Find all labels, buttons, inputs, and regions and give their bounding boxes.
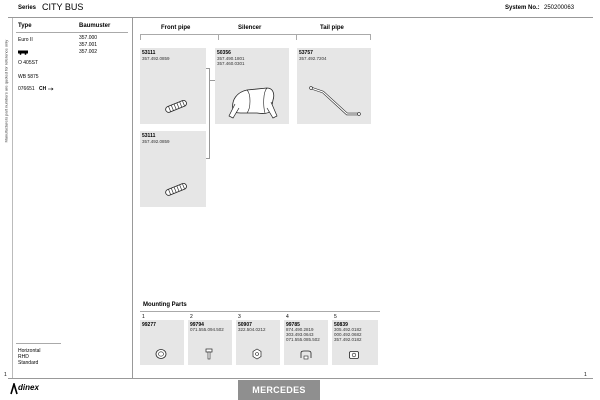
baumuster-3: 357.002: [79, 49, 98, 55]
type-header: Type: [18, 23, 32, 29]
connector-line: [209, 68, 210, 158]
bolt-icon: [204, 348, 214, 360]
code-suffix: CH: [39, 86, 47, 92]
disclaimer-text: Manufacturers part numbers are quoted for reference only: [3, 39, 9, 143]
front-pipe-icon: [162, 96, 192, 116]
system-label: System No.:: [505, 5, 540, 11]
part-card-tail-pipe[interactable]: [297, 48, 371, 124]
panel-divider: [132, 18, 133, 378]
series-label: Series: [18, 5, 37, 11]
part-ref: 303.493.0643: [286, 332, 314, 337]
footer-divider: [8, 378, 593, 379]
wheelbase: WB 5875: [18, 74, 39, 80]
part-number: 50356: [217, 50, 231, 56]
part-number: 50907: [238, 322, 252, 328]
silencer-header: Silencer: [238, 25, 262, 31]
model-name: O 405ST: [18, 60, 39, 66]
part-ref: 357.492.0182: [334, 337, 362, 342]
tail-pipe-icon: [307, 78, 363, 120]
baumuster-2: 357.001: [79, 42, 98, 48]
part-ref: 357.492.7204: [299, 56, 327, 61]
clamp-icon: [154, 348, 168, 360]
part-ref: 357.492.0859: [142, 56, 170, 61]
header: [0, 0, 600, 16]
code-number: 076651: [18, 86, 35, 92]
manufacturer-banner: MERCEDES: [238, 380, 320, 400]
mount-index: 3: [238, 314, 241, 320]
part-ref: 071.555.085.502: [286, 337, 320, 342]
part-ref: 305.492.0182: [334, 327, 362, 332]
part-number: 53111: [142, 133, 156, 139]
part-ref: 357.492.0859: [142, 139, 170, 144]
standard-note: Standard: [18, 360, 39, 366]
arrow-icon: [48, 87, 54, 91]
mounting-part-2[interactable]: [188, 320, 232, 365]
part-ref: 874.490.2819: [286, 327, 314, 332]
system-value: 250200063: [544, 5, 575, 11]
left-panel: [14, 18, 132, 378]
dinex-logo-mark: [10, 383, 18, 395]
page-number-right: 1: [584, 372, 587, 378]
page-number-left: 1: [4, 372, 7, 378]
part-number: 99277: [142, 322, 156, 328]
part-ref: 071.555.094.502: [190, 327, 224, 332]
drive-note: RHD: [18, 354, 29, 360]
mount-index: 4: [286, 314, 289, 320]
silencer-icon: [227, 80, 279, 122]
baumuster-header: Baumuster: [79, 23, 111, 29]
part-ref-2: 357.460.0301: [217, 61, 245, 66]
part-number: 99794: [190, 322, 204, 328]
part-number: 99785: [286, 322, 300, 328]
orientation-note: Horizontal: [18, 348, 41, 354]
nut-icon: [252, 348, 262, 360]
part-ref: 357.490.1801: [217, 56, 245, 61]
mounting-part-5[interactable]: [332, 320, 378, 365]
front-pipe-header: Front pipe: [161, 25, 191, 31]
part-card-front-pipe-2[interactable]: [140, 131, 206, 207]
mounting-part-3[interactable]: [236, 320, 280, 365]
part-ref: 000.492.0682: [334, 332, 362, 337]
mounting-part-4[interactable]: [284, 320, 328, 365]
left-margin-line: [12, 18, 13, 378]
series-value: CITY BUS: [42, 2, 84, 12]
mounting-parts-title: Mounting Parts: [143, 302, 187, 308]
mounting-part-1[interactable]: [140, 320, 184, 365]
part-number: 50839: [334, 322, 348, 328]
front-pipe-icon: [162, 179, 192, 199]
part-number: 53111: [142, 50, 156, 56]
baumuster-1: 357.000: [79, 35, 98, 41]
mount-index: 2: [190, 314, 193, 320]
columns-underline: [140, 34, 370, 35]
mount-index: 1: [142, 314, 145, 320]
part-card-front-pipe-1[interactable]: [140, 48, 206, 124]
part-ref: 322.504.0212: [238, 327, 266, 332]
bus-icon: [18, 50, 28, 55]
part-card-silencer[interactable]: [215, 48, 289, 124]
tail-pipe-header: Tail pipe: [320, 25, 344, 31]
dinex-logo-text: dinex: [18, 383, 39, 392]
euro-class: Euro II: [18, 37, 33, 43]
mount-index: 5: [334, 314, 337, 320]
bracket-icon: [300, 350, 312, 360]
dinex-logo: [10, 382, 40, 396]
gasket-icon: [348, 350, 360, 360]
part-number: 53757: [299, 50, 313, 56]
